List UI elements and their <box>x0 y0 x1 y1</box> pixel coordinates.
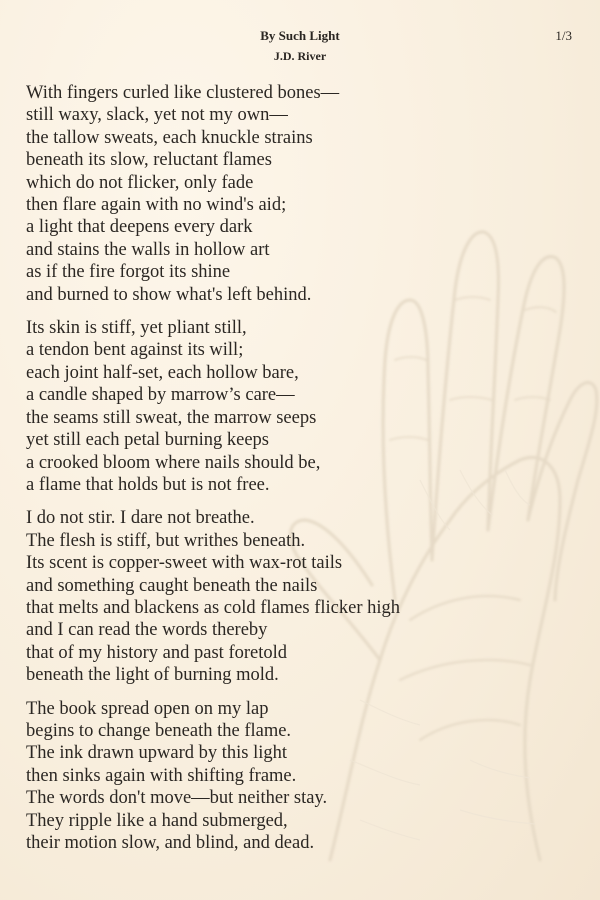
poem-line: and burned to show what's left behind. <box>26 284 312 305</box>
stanza-4 <box>26 698 586 855</box>
poem-author: J.D. River <box>273 49 327 63</box>
poem-line: a tendon bent against its will; <box>26 340 244 361</box>
poem-line: which do not flicker, only fade <box>26 172 254 193</box>
page-number: 1/3 <box>555 28 572 43</box>
poem-line: With fingers curled like clustered bones— <box>26 83 340 103</box>
poem-line: and something caught beneath the nails <box>26 575 318 596</box>
poem-line: a flame that holds but is not free. <box>26 474 270 495</box>
stanza-3 <box>26 507 586 686</box>
poem-line: still waxy, slack, yet not my own— <box>26 105 288 126</box>
poem-line: each joint half-set, each hollow bare, <box>26 362 299 383</box>
poem-line: Its scent is copper-sweet with wax-rot tails <box>26 553 343 574</box>
poem-line: They ripple like a hand submerged, <box>26 810 288 831</box>
poem-line: that of my history and past foretold <box>26 642 288 663</box>
poem-line: Its skin is stiff, yet pliant still, <box>26 318 247 339</box>
poem-line: I do not stir. I dare not breathe. <box>26 508 255 529</box>
poem-line: The ink drawn upward by this light <box>26 743 288 764</box>
poem-line: the seams still sweat, the marrow seeps <box>26 407 317 428</box>
poem-line: begins to change beneath the flame. <box>26 720 292 741</box>
stanza-1 <box>26 82 586 306</box>
poem-line: then flare again with no wind's aid; <box>26 195 287 216</box>
poem-line: and I can read the words thereby <box>26 620 268 641</box>
poem-line: as if the fire forgot its shine <box>26 262 231 283</box>
poem-line: that melts and blackens as cold flames flicker high <box>26 597 400 618</box>
poem-header <box>0 26 600 66</box>
poem-line: then sinks again with shifting frame. <box>26 765 297 786</box>
poem-line: a light that deepens every dark <box>26 217 253 238</box>
poem-line: their motion slow, and blind, and dead. <box>26 833 315 853</box>
poem-line: The flesh is stiff, but writhes beneath. <box>26 530 306 551</box>
poem-line: a crooked bloom where nails should be, <box>26 452 321 473</box>
poem-line: a candle shaped by marrow’s care— <box>26 385 295 406</box>
poem-line: and stains the walls in hollow art <box>26 239 270 260</box>
poem-body <box>26 82 586 865</box>
poem-line: beneath its slow, reluctant flames <box>26 150 272 171</box>
stanza-2 <box>26 317 586 496</box>
poem-line: beneath the light of burning mold. <box>26 665 279 686</box>
poem-line: The book spread open on my lap <box>26 698 269 719</box>
poem-line: The words don't move—but neither stay. <box>26 788 328 809</box>
poem-line: yet still each petal burning keeps <box>26 430 269 451</box>
poem-title: By Such Light <box>260 28 340 43</box>
poem-line: the tallow sweats, each knuckle strains <box>26 127 313 148</box>
